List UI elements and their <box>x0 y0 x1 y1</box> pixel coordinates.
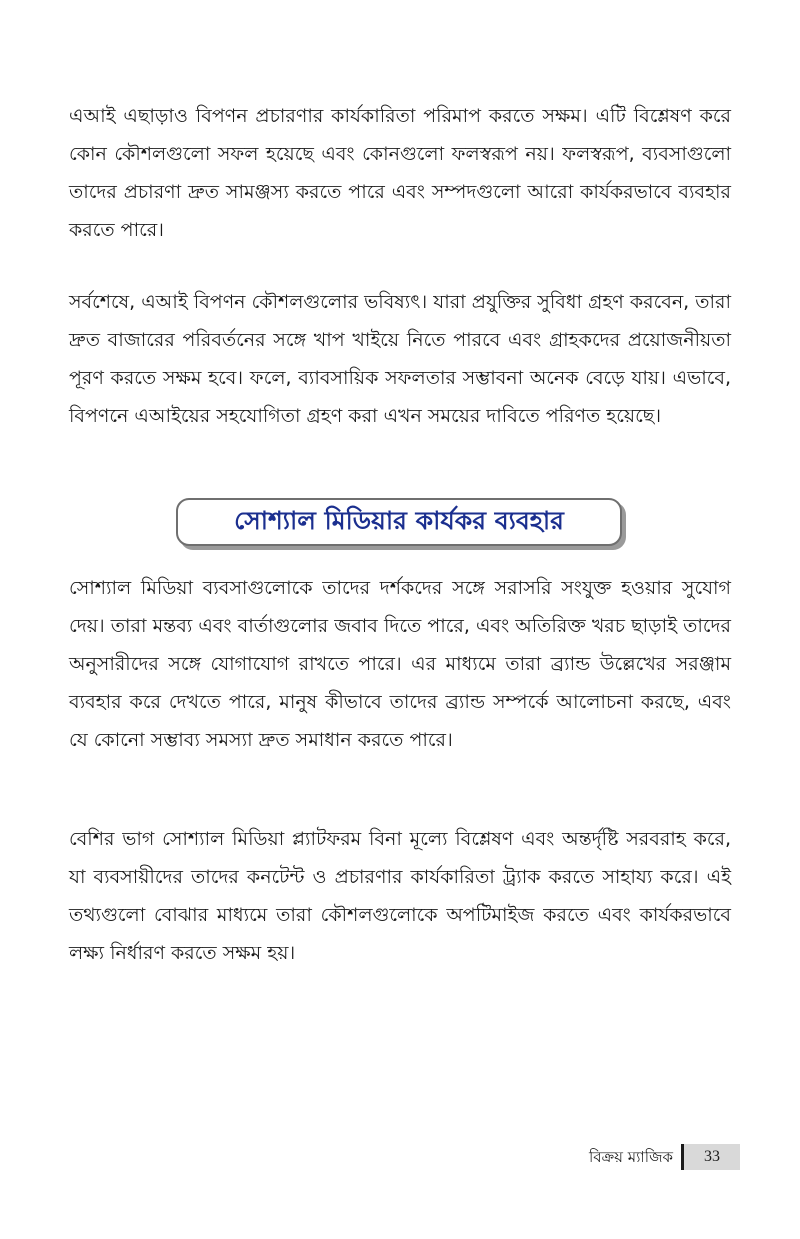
paragraph-social-media-engagement: সোশ্যাল মিডিয়া ব্যবসাগুলোকে তাদের দর্শকদের সঙ্গে সরাসরি সংযুক্ত হওয়ার সুযোগ দেয়। তারা মন্তব্য এবং বার্তাগুলোর জবাব দিতে পারে, এবং অতিরিক্ত খরচ ছাড়াই তাদের অনুসারীদের সঙ্গে যোগাযোগ রাখতে পারে। এর মাধ্যমে তারা ব্র্যান্ড উল্লেখের সরঞ্জাম ব্যবহার করে দেখতে পারে, মানুষ কীভাবে তাদের ব্র্যান্ড সম্পর্কে আলোচনা করছে, এবং যে কোনো সম্ভাব্য সমস্যা দ্রুত সমাধান করতে পারে। <box>69 577 731 751</box>
page-number: 33 <box>684 1144 740 1170</box>
paragraph-ai-future: সর্বশেষে, এআই বিপণন কৌশলগুলোর ভবিষ্যৎ। যারা প্রযুক্তির সুবিধা গ্রহণ করবেন, তারা দ্রুত বাজারের পরিবর্তনের সঙ্গে খাপ খাইয়ে নিতে পারবে এবং গ্রাহকদের প্রয়োজনীয়তা পূরণ করতে সক্ষম হবে। ফলে, ব্যাবসায়িক সফলতার সম্ভাবনা অনেক বেড়ে যায়। এভাবে, বিপণনে এআইয়ের সহযোগিতা গ্রহণ করা এখন সময়ের দাবিতে পরিণত হয়েছে। <box>69 291 731 427</box>
paragraph-ai-campaign-measurement: এআই এছাড়াও বিপণন প্রচারণার কার্যকারিতা পরিমাপ করতে সক্ষম। এটি বিশ্লেষণ করে কোন কৌশলগুলো সফল হয়েছে এবং কোনগুলো ফলস্বরূপ নয়। ফলস্বরূপ, ব্যবসাগুলো তাদের প্রচারণা দ্রুত সামঞ্জস্য করতে পারে এবং সম্পদগুলো আরো কার্যকরভাবে ব্যবহার করতে পারে। <box>69 105 731 241</box>
section-heading: সোশ্যাল মিডিয়ার কার্যকর ব্যবহার <box>234 505 564 535</box>
footer-book-title: বিক্রয় ম্যাজিক <box>588 1148 673 1166</box>
section-heading-box <box>176 498 622 546</box>
paragraph-social-media-analytics: বেশির ভাগ সোশ্যাল মিডিয়া প্ল্যাটফরম বিনা মূল্যে বিশ্লেষণ এবং অন্তর্দৃষ্টি সরবরাহ করে, যা ব্যবসায়ীদের তাদের কনটেন্ট ও প্রচারণার কার্যকারিতা ট্র্যাক করতে সাহায্য করে। এই তথ্যগুলো বোঝার মাধ্যমে তারা কৌশলগুলোকে অপটিমাইজ করতে এবং কার্যকরভাবে লক্ষ্য নির্ধারণ করতে সক্ষম হয়। <box>69 828 731 964</box>
page-footer <box>589 1144 740 1170</box>
